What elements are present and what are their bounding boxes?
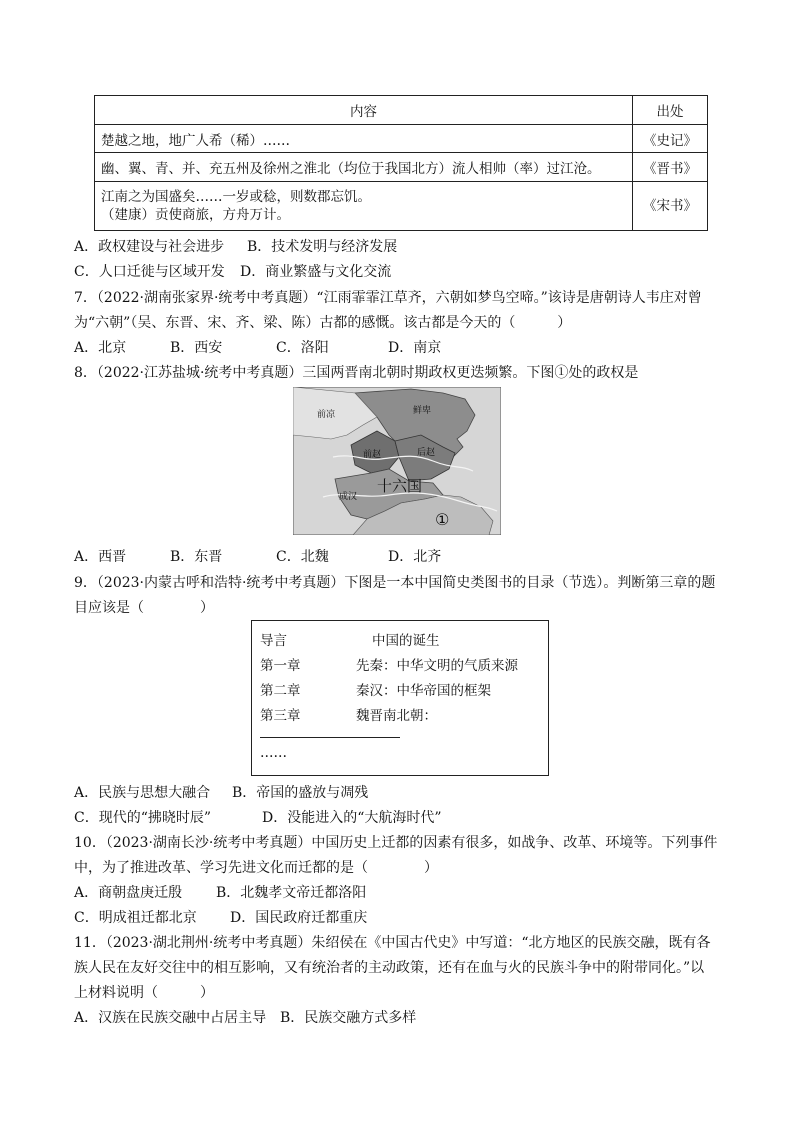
q10-option-c: C．明成祖迁都北京 [74,910,197,926]
q8-option-a: A．西晋 [74,549,127,565]
book-toc-box [251,620,549,776]
q6-option-b: B．技术发明与经济发展 [247,239,398,255]
q9-stem-line1: 9．（2023·内蒙古呼和浩特·统考中考真题）下图是一本中国简史类图书的目录（节选）。判断第三章的题 [74,575,716,591]
table-header-source: 出处 [633,96,708,125]
q11-stem-line1: 11．（2023·湖北荆州·统考中考真题）朱绍侯在《中国古代史》中写道：“北方地区的民族交融，既有各 [74,935,711,951]
q6-option-a: A．政权建设与社会进步 [74,239,225,255]
q9-option-a: A．民族与思想大融合 [74,785,211,801]
table-cell-source: 《晋书》 [633,153,708,182]
q6-option-d: D．商业繁盛与文化交流 [240,264,392,280]
toc-title: 秦汉：中华帝国的框架 [356,683,491,699]
table-header-content: 内容 [95,96,633,125]
q9-option-c: C．现代的“拂晓时辰” [74,810,212,826]
table-cell-line: （建康）贡使商旅，方舟万计。 [101,207,290,223]
table-row [95,182,708,231]
toc-title: 中国的诞生 [372,633,440,649]
map-label-qianzhao: 前赵 [363,450,382,460]
table-cell-line: 江南之为国盛矣……一岁或稔，则数郡忘饥。 [101,189,371,205]
toc-title: 魏晋南北朝： [356,708,437,724]
toc-label: 导言 [260,633,287,649]
q7-option-b: B．西安 [170,340,223,356]
source-table [94,95,708,231]
q8-stem-line1: 8．（2022·江苏盐城·统考中考真题）三国两晋南北朝时期政权更迭频繁。下图①处的政权是 [74,365,639,381]
q8-option-b: B．东晋 [170,549,223,565]
map-label-houzhao: 后赵 [417,448,436,458]
table-row [95,153,708,182]
q9-option-d: D．没能进入的“大航海时代” [262,810,442,826]
q7-option-a: A．北京 [74,340,127,356]
q10-stem-line1: 10．（2023·湖南长沙·统考中考真题）中国历史上迁都的因素有很多，如战争、改革、环境等。下列事件 [74,835,718,851]
q10-option-b: B．北魏孝文帝迁都洛阳 [216,885,367,901]
map-label-qianliang: 前凉 [317,410,336,420]
map-label-shiliuguo: 十六国 [377,477,423,495]
toc-label: 第二章 [260,683,301,699]
map-marker-1: ① [435,510,450,529]
q11-option-b: B．民族交融方式多样 [280,1010,417,1026]
q6-option-c: C．人口迁徙与区域开发 [74,264,225,280]
table-cell-source: 《史记》 [633,125,708,153]
q11-stem-line2: 族人民在友好交往中的相互影响，又有统治者的主动政策，还有在血与火的民族斗争中的附带同化。”以 [74,960,705,976]
table-row [95,125,708,153]
q9-option-b: B．帝国的盛放与凋残 [232,785,369,801]
table-header-row [95,96,708,125]
map-figure [293,387,501,535]
toc-divider [260,737,400,738]
q9-stem-line2: 目应该是（ ） [74,600,214,616]
q7-stem-line1: 7．（2022·湖南张家界·统考中考真题）“江雨霏霏江草齐，六朝如梦鸟空啼。”该诗是唐朝诗人韦庄对曾 [74,290,702,306]
q10-option-a: A．商朝盘庚迁殷 [74,885,183,901]
q10-option-d: D．国民政府迁都重庆 [230,910,368,926]
table-cell-content [95,182,633,231]
q7-option-d: D．南京 [388,340,442,356]
q7-stem-line2: 为“六朝”（吴、东晋、宋、齐、梁、陈）古都的感慨。该古都是今天的（ ） [74,315,572,331]
q8-option-d: D．北齐 [388,549,442,565]
table-cell-content: 幽、翼、青、并、充五州及徐州之淮北（均位于我国北方）流人相帅（率）过江沧。 [95,153,633,182]
q7-option-c: C．洛阳 [276,340,329,356]
q10-stem-line2: 中，为了推进改革、学习先进文化而迁都的是（ ） [74,860,438,876]
toc-label: 第一章 [260,658,301,674]
toc-ellipsis: …… [260,745,287,761]
q11-stem-line3: 上材料说明（ ） [74,985,214,1001]
map-label-xianbei: 鲜卑 [413,406,432,416]
q8-option-c: C．北魏 [276,549,329,565]
table-cell-content: 楚越之地，地广人希（稀）…… [95,125,633,153]
toc-title: 先秦：中华文明的气质来源 [356,658,518,674]
toc-label: 第三章 [260,708,301,724]
map-label-chenghan: 成汉 [339,492,358,502]
table-cell-source: 《宋书》 [633,182,708,231]
q11-option-a: A．汉族在民族交融中占居主导 [74,1010,267,1026]
